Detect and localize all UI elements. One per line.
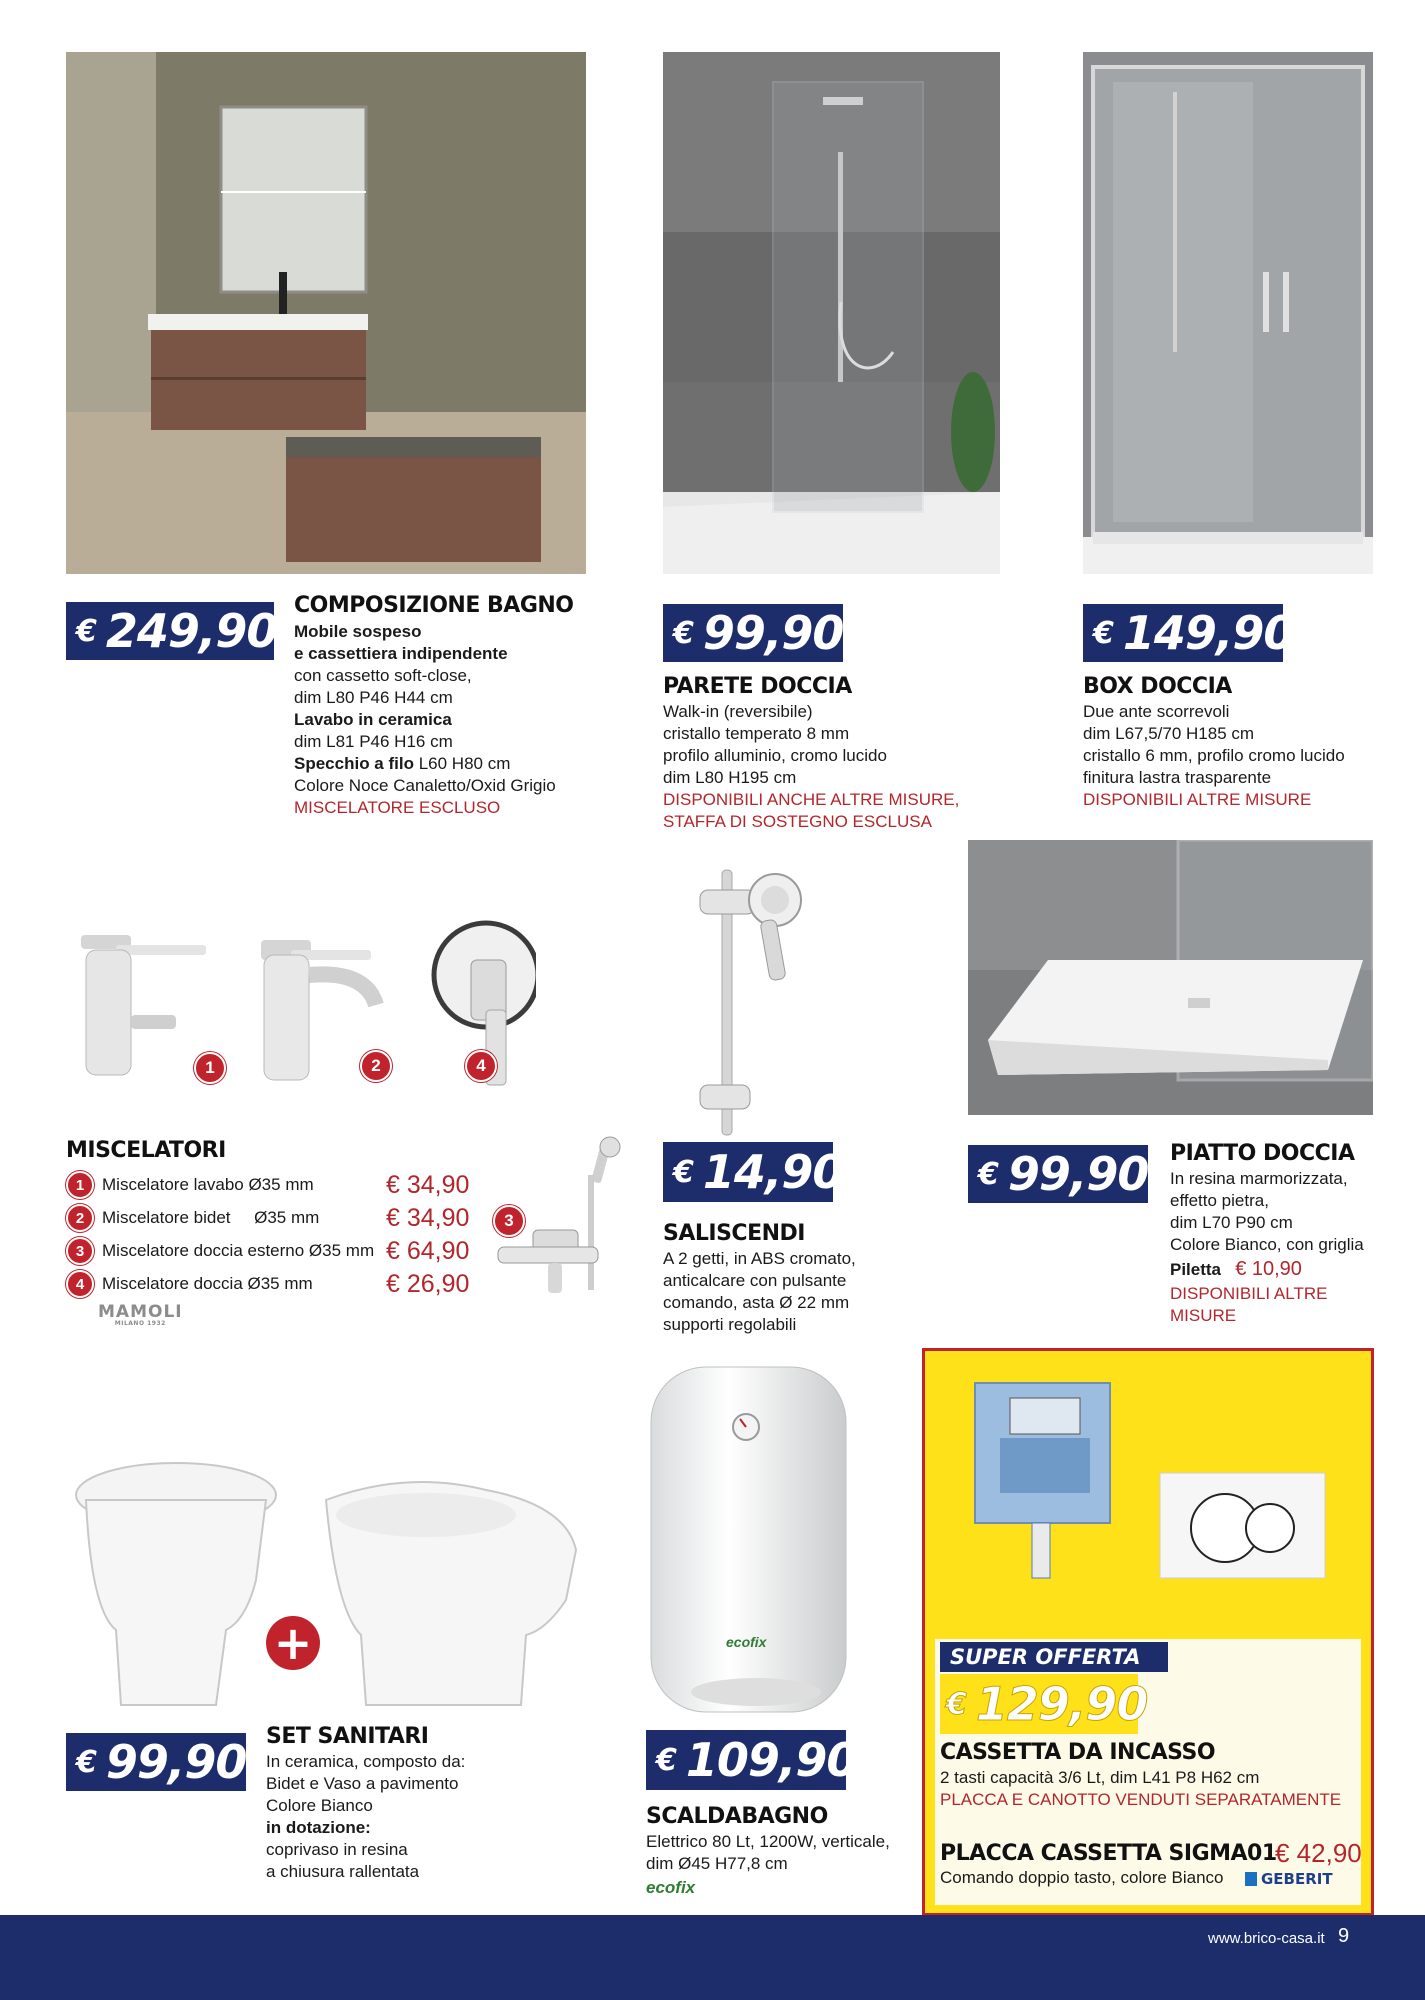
number-badge-4: 4 bbox=[66, 1270, 94, 1298]
parete-price: 99,90 bbox=[702, 606, 844, 660]
super-offerta-panel bbox=[922, 1348, 1374, 1916]
box-line: cristallo 6 mm, profilo cromo lucido bbox=[1083, 746, 1345, 765]
piatto-price-tag bbox=[968, 1145, 1148, 1203]
miscelatore-label: Miscelatore bidet Ø35 mm bbox=[102, 1208, 320, 1227]
piatto-price: 99,90 bbox=[1007, 1147, 1149, 1201]
saliscendi-line: anticalcare con pulsante bbox=[663, 1271, 847, 1290]
sanitari-line: in dotazione: bbox=[266, 1818, 371, 1837]
piatto-line: Colore Bianco, con griglia bbox=[1170, 1235, 1364, 1254]
box-description bbox=[1083, 701, 1345, 811]
euro-sign: € bbox=[76, 613, 96, 649]
mamoli-logo bbox=[98, 1304, 183, 1327]
saliscendi-price: 14,90 bbox=[702, 1145, 844, 1199]
geberit-brand: GEBERIT bbox=[1261, 1870, 1333, 1888]
miscelatore-label: Miscelatore lavabo Ø35 mm bbox=[102, 1175, 314, 1194]
piatto-note: MISURE bbox=[1170, 1306, 1237, 1325]
sanitari-price: 99,90 bbox=[105, 1735, 247, 1789]
miscelatore-price: € 26,90 bbox=[386, 1269, 470, 1298]
cassetta-photo bbox=[970, 1378, 1330, 1588]
piatto-title: PIATTO DOCCIA bbox=[1170, 1141, 1355, 1166]
miscelatori-title: MISCELATORI bbox=[66, 1138, 226, 1163]
scaldabagno-price-tag bbox=[646, 1730, 858, 1790]
composizione-note: MISCELATORE ESCLUSO bbox=[294, 798, 501, 817]
placca-price: € 42,90 bbox=[1275, 1838, 1362, 1868]
composizione-title: COMPOSIZIONE BAGNO bbox=[294, 593, 574, 618]
sanitari-line: a chiusura rallentata bbox=[266, 1862, 420, 1881]
number-badge-3: 3 bbox=[66, 1237, 94, 1265]
placca-title: PLACCA CASSETTA SIGMA01 bbox=[940, 1841, 1277, 1866]
parete-description bbox=[663, 701, 959, 833]
parete-doccia-photo bbox=[663, 52, 1000, 574]
photo-badge-2: 2 bbox=[360, 1050, 392, 1082]
mamoli-sub: MILANO 1932 bbox=[114, 1320, 166, 1327]
sanitari-line: coprivaso in resina bbox=[266, 1840, 408, 1859]
ecofix-logo: ecofix bbox=[646, 1878, 696, 1897]
composizione-bagno-photo bbox=[66, 52, 586, 574]
geberit-logo bbox=[1245, 1870, 1333, 1888]
parete-note: STAFFA DI SOSTEGNO ESCLUSA bbox=[663, 812, 932, 831]
composizione-line: con cassetto soft-close, bbox=[294, 666, 472, 685]
piletta-label: Piletta bbox=[1170, 1260, 1222, 1279]
cassetta-line: 2 tasti capacità 3/6 Lt, dim L41 P8 H62 cm bbox=[940, 1768, 1260, 1787]
miscelatore-price: € 34,90 bbox=[386, 1203, 470, 1232]
specchio-dim: L60 H80 cm bbox=[413, 754, 511, 773]
scaldabagno-description bbox=[646, 1831, 890, 1875]
box-note: DISPONIBILI ALTRE MISURE bbox=[1083, 790, 1312, 809]
plus-sign: + bbox=[273, 1616, 313, 1670]
scaldabagno-line: Elettrico 80 Lt, 1200W, verticale, bbox=[646, 1832, 890, 1851]
piletta-row bbox=[1170, 1256, 1364, 1283]
composizione-line: dim L80 P46 H44 cm bbox=[294, 688, 453, 707]
composizione-line: e cassettiera indipendente bbox=[294, 644, 508, 663]
super-offerta-badge bbox=[940, 1642, 1168, 1672]
parete-note: DISPONIBILI ANCHE ALTRE MISURE, bbox=[663, 790, 960, 809]
saliscendi-title: SALISCENDI bbox=[663, 1221, 805, 1246]
tank-brand-label: ecofix bbox=[726, 1634, 767, 1650]
number-badge-1: 1 bbox=[66, 1171, 94, 1199]
euro-sign: € bbox=[673, 615, 693, 651]
placca-line: Comando doppio tasto, colore Bianco bbox=[940, 1868, 1224, 1887]
set-sanitari-photo bbox=[66, 1450, 596, 1715]
photo-badge-3: 3 bbox=[493, 1205, 525, 1237]
saliscendi-line: supporti regolabili bbox=[663, 1315, 797, 1334]
composizione-line: dim L81 P46 H16 cm bbox=[294, 732, 453, 751]
photo-badge-4: 4 bbox=[465, 1050, 497, 1082]
box-doccia-photo bbox=[1083, 52, 1373, 574]
cassetta-note: PLACCA E CANOTTO VENDUTI SEPARATAMENTE bbox=[940, 1790, 1342, 1809]
scaldabagno-title: SCALDABAGNO bbox=[646, 1804, 828, 1829]
sanitari-line: Bidet e Vaso a pavimento bbox=[266, 1774, 459, 1793]
saliscendi-line: comando, asta Ø 22 mm bbox=[663, 1293, 850, 1312]
composizione-price: 249,90 bbox=[105, 604, 278, 658]
miscelatore-row-4 bbox=[66, 1269, 470, 1299]
box-line: Due ante scorrevoli bbox=[1083, 702, 1230, 721]
piletta-price: € 10,90 bbox=[1235, 1258, 1302, 1280]
box-price: 149,90 bbox=[1122, 606, 1295, 660]
scaldabagno-photo bbox=[646, 1362, 856, 1717]
euro-sign: € bbox=[1093, 615, 1113, 651]
parete-line: dim L80 H195 cm bbox=[663, 768, 797, 787]
scaldabagno-price: 109,90 bbox=[685, 1733, 858, 1787]
miscelatore-price: € 64,90 bbox=[386, 1236, 470, 1265]
miscelatore-label: Miscelatore doccia Ø35 mm bbox=[102, 1274, 313, 1293]
scaldabagno-line: dim Ø45 H77,8 cm bbox=[646, 1854, 788, 1873]
page-number: 9 bbox=[1338, 1925, 1350, 1947]
euro-sign: € bbox=[76, 1744, 96, 1780]
piatto-note: DISPONIBILI ALTRE bbox=[1170, 1284, 1328, 1303]
number-badge-2: 2 bbox=[66, 1204, 94, 1232]
euro-sign: € bbox=[978, 1156, 998, 1192]
euro-sign: € bbox=[656, 1742, 676, 1778]
composizione-description bbox=[294, 621, 556, 819]
cassetta-title: CASSETTA DA INCASSO bbox=[940, 1740, 1216, 1765]
miscelatore-label: Miscelatore doccia esterno Ø35 mm bbox=[102, 1241, 375, 1260]
plus-icon bbox=[266, 1616, 320, 1670]
box-line: finitura lastra trasparente bbox=[1083, 768, 1272, 787]
saliscendi-line: A 2 getti, in ABS cromato, bbox=[663, 1249, 856, 1268]
composizione-line: Mobile sospeso bbox=[294, 622, 422, 641]
composizione-line: Colore Noce Canaletto/Oxid Grigio bbox=[294, 776, 556, 795]
piatto-description bbox=[1170, 1168, 1364, 1327]
piatto-line: In resina marmorizzata, bbox=[1170, 1169, 1348, 1188]
saliscendi-description bbox=[663, 1248, 856, 1336]
composizione-line: Lavabo in ceramica bbox=[294, 710, 452, 729]
parete-title: PARETE DOCCIA bbox=[663, 674, 852, 699]
composizione-line-specchio bbox=[294, 753, 556, 775]
miscelatore-row-2 bbox=[66, 1203, 470, 1233]
miscelatore-price: € 34,90 bbox=[386, 1170, 470, 1199]
piatto-line: effetto pietra, bbox=[1170, 1191, 1269, 1210]
composizione-price-tag bbox=[66, 602, 278, 660]
euro-sign: € bbox=[946, 1686, 966, 1722]
sanitari-description bbox=[266, 1751, 465, 1883]
sanitari-title: SET SANITARI bbox=[266, 1724, 429, 1749]
miscelatore-row-3 bbox=[66, 1236, 470, 1266]
miscelatore-row-1 bbox=[66, 1170, 470, 1200]
parete-price-tag bbox=[663, 604, 843, 662]
piatto-doccia-photo bbox=[968, 840, 1373, 1115]
parete-line: Walk-in (reversibile) bbox=[663, 702, 813, 721]
cassetta-price-tag bbox=[940, 1674, 1148, 1734]
footer-url[interactable]: www.brico-casa.it bbox=[1208, 1930, 1325, 1947]
sanitari-line: In ceramica, composto da: bbox=[266, 1752, 466, 1771]
footer-bar bbox=[0, 1915, 1425, 2000]
mamoli-brand: MAMOLI bbox=[98, 1302, 183, 1322]
sanitari-price-tag bbox=[66, 1733, 246, 1791]
sanitari-line: Colore Bianco bbox=[266, 1796, 373, 1815]
saliscendi-photo bbox=[685, 865, 815, 1140]
cassetta-price: 129,90 bbox=[975, 1677, 1148, 1731]
saliscendi-price-tag bbox=[663, 1142, 844, 1202]
euro-sign: € bbox=[673, 1154, 693, 1190]
box-title: BOX DOCCIA bbox=[1083, 674, 1232, 699]
photo-badge-1: 1 bbox=[194, 1052, 226, 1084]
parete-line: profilo alluminio, cromo lucido bbox=[663, 746, 887, 765]
specchio-label: Specchio a filo bbox=[294, 754, 414, 773]
box-line: dim L67,5/70 H185 cm bbox=[1083, 724, 1255, 743]
super-offerta-label: SUPER OFFERTA bbox=[950, 1645, 1141, 1669]
piatto-line: dim L70 P90 cm bbox=[1170, 1213, 1293, 1232]
geberit-square-icon bbox=[1245, 1872, 1257, 1886]
box-price-tag bbox=[1083, 604, 1295, 662]
parete-line: cristallo temperato 8 mm bbox=[663, 724, 850, 743]
